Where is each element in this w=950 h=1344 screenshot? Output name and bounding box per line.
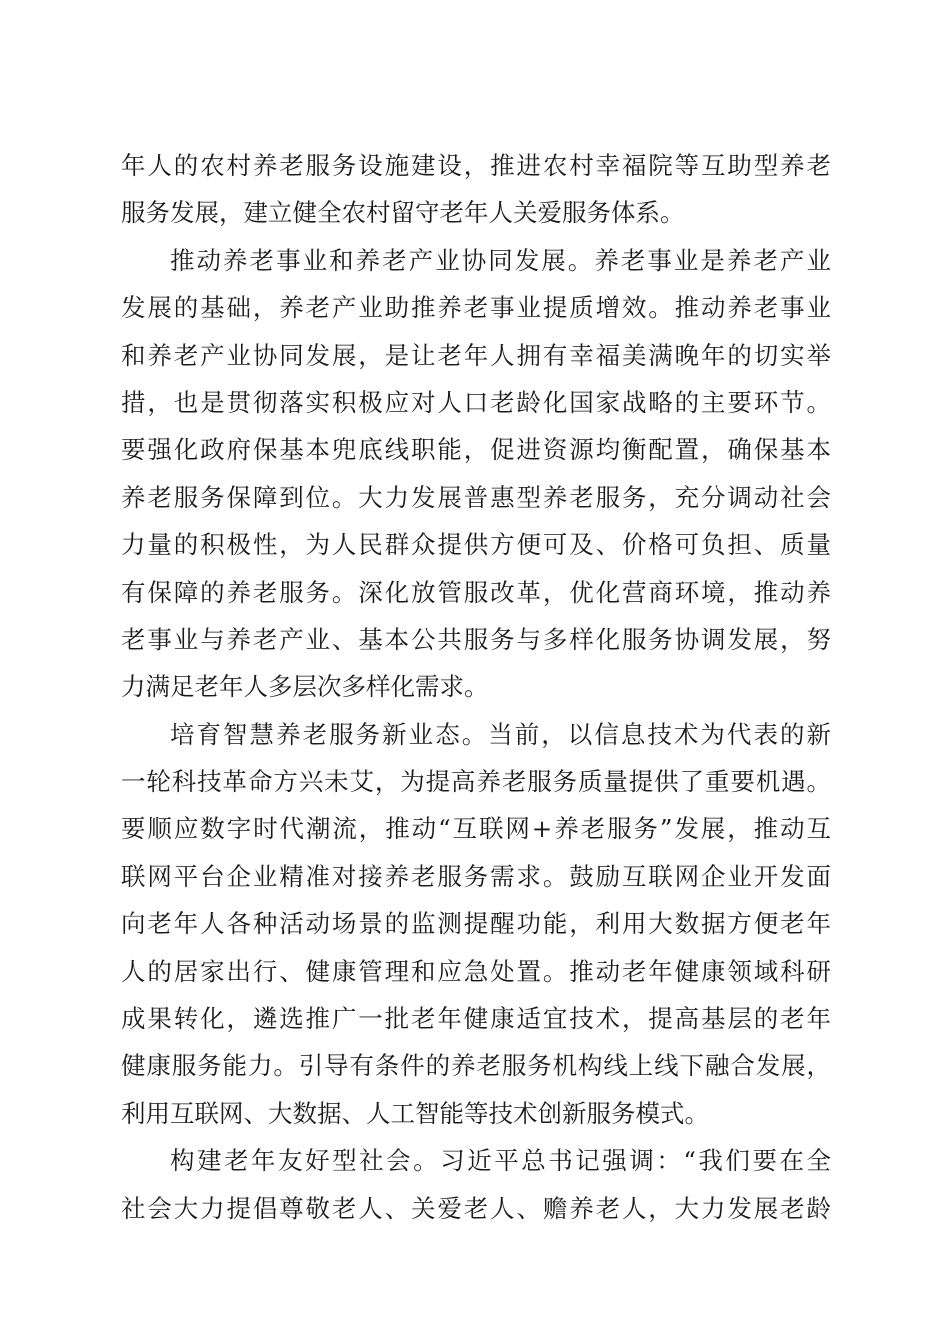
- text-line: 老事业与养老产业、基本公共服务与多样化服务协调发展，努: [121, 624, 831, 654]
- text-line: 一轮科技革命方兴未艾，为提高养老服务质量提供了重要机遇。: [121, 767, 831, 797]
- text-line: 发展的基础，养老产业助推养老事业提质增效。推动养老事业: [121, 293, 831, 323]
- text-line: 有保障的养老服务。深化放管服改革，优化营商环境，推动养: [121, 577, 831, 607]
- text-line: 力量的积极性，为人民群众提供方便可及、价格可负担、质量: [121, 530, 831, 560]
- paragraph-heading-line: 推动养老事业和养老产业协同发展。养老事业是养老产业: [170, 245, 831, 275]
- text-line: 服务发展，建立健全农村留守老年人关爱服务体系。: [121, 198, 685, 228]
- paragraph-heading-line: 培育智慧养老服务新业态。当前，以信息技术为代表的新: [170, 719, 831, 749]
- text-line: 利用互联网、大数据、人工智能等技术创新服务模式。: [121, 1098, 709, 1128]
- text-line: 要顺应数字时代潮流，推动“互联网+养老服务”发展，推动互: [121, 814, 831, 844]
- text-line: 措，也是贯彻落实积极应对人口老龄化国家战略的主要环节。: [121, 387, 831, 417]
- text-line: 力满足老年人多层次多样化需求。: [121, 672, 489, 702]
- text-line: 年人的农村养老服务设施建设，推进农村幸福院等互助型养老: [121, 151, 831, 180]
- text-line: 和养老产业协同发展，是让老年人拥有幸福美满晚年的切实举: [121, 340, 831, 370]
- text-line: 要强化政府保基本兜底线职能，促进资源均衡配置，确保基本: [121, 435, 831, 465]
- text-line: 成果转化，遴选推广一批老年健康适宜技术，提高基层的老年: [121, 1004, 831, 1034]
- text-line: 养老服务保障到位。大力发展普惠型养老服务，充分调动社会: [121, 482, 831, 512]
- body-text: [121, 142, 831, 1232]
- text-line: 向老年人各种活动场景的监测提醒功能，利用大数据方便老年: [121, 909, 831, 939]
- text-line: 人的居家出行、健康管理和应急处置。推动老年健康领域科研: [121, 956, 831, 986]
- paragraph-heading-line: 构建老年友好型社会。习近平总书记强调：“我们要在全: [170, 1146, 831, 1176]
- text-line: 联网平台企业精准对接养老服务需求。鼓励互联网企业开发面: [121, 861, 831, 891]
- text-line: 健康服务能力。引导有条件的养老服务机构线上线下融合发展，: [121, 1051, 831, 1081]
- text-line: 社会大力提倡尊敬老人、关爱老人、赡养老人，大力发展老龄: [121, 1193, 831, 1223]
